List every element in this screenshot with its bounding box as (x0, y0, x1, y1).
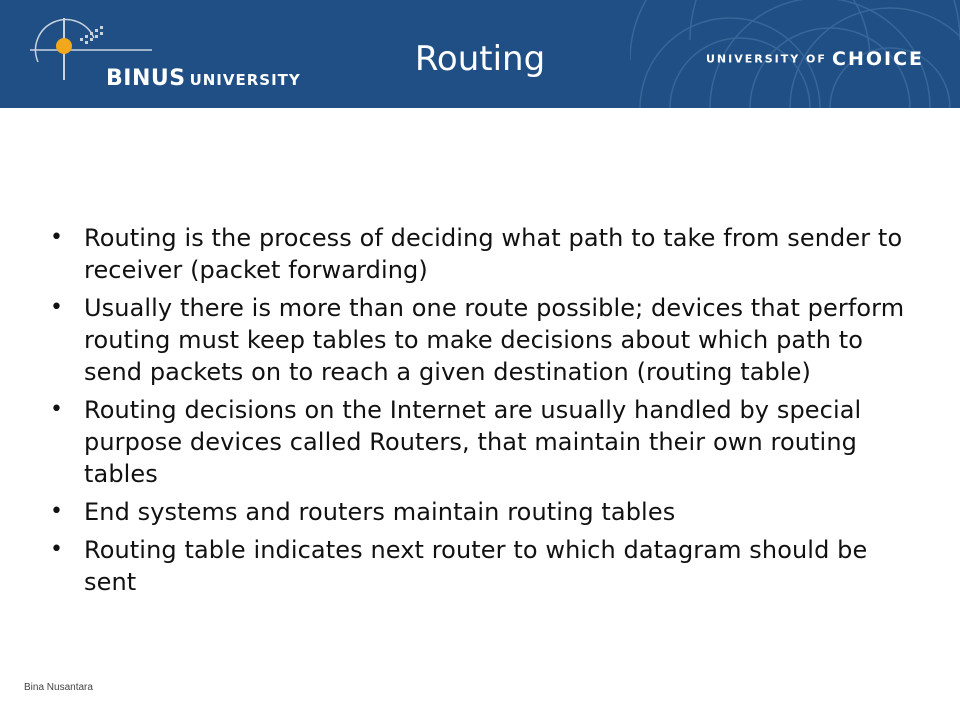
logo-name: BINUS (106, 66, 186, 91)
bullet-text: End systems and routers maintain routing tables (84, 498, 676, 526)
bullet-marker-icon: • (50, 537, 64, 562)
bullet-item (46, 534, 916, 598)
tagline-prefix: UNIVERSITY OF (705, 52, 827, 66)
bullet-list (46, 222, 916, 604)
bullet-item (46, 222, 916, 286)
bullet-marker-icon: • (50, 225, 64, 250)
bullet-marker-icon: • (50, 499, 64, 524)
tagline-main: CHOICE (832, 48, 924, 70)
footer-text: Bina Nusantara (24, 682, 93, 693)
bullet-marker-icon: • (50, 295, 64, 320)
logo-suffix: UNIVERSITY (189, 71, 301, 89)
slide-title: Routing (414, 39, 546, 79)
bullet-text: Routing is the process of deciding what path to take from sender to receiver (packet forwarding) (84, 224, 903, 284)
bullet-text: Usually there is more than one route possible; devices that perform routing must keep tables to make decisions about which path to send packets on to reach a given destination (routing table) (84, 294, 905, 386)
university-tagline (706, 48, 924, 70)
bullet-item (46, 394, 916, 490)
bullet-text: Routing decisions on the Internet are usually handled by special purpose devices called Routers, that maintain their own routing tables (84, 396, 862, 488)
slide-header (0, 0, 960, 108)
bullet-text: Routing table indicates next router to which datagram should be sent (84, 536, 868, 596)
bullet-marker-icon: • (50, 397, 64, 422)
bullet-item (46, 496, 916, 528)
bullet-item (46, 292, 916, 388)
